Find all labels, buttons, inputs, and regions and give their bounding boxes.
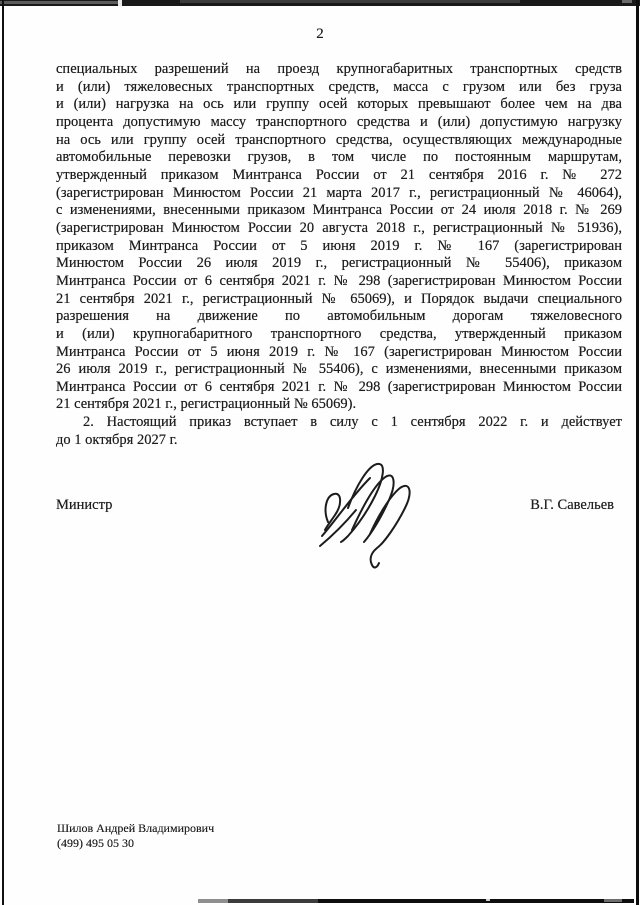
- body-line: разрешения на движение по автомобильным дорогам тяжеловесного: [56, 308, 622, 325]
- scan-edge-top-segment: [622, 0, 632, 3]
- body-line: 21 сентября 2021 г., регистрационный № 65069).: [56, 396, 357, 413]
- body-line: (зарегистрирован Минюстом России 20 августа 2018 г., регистрационный № 51936),: [56, 219, 622, 236]
- body-line: процента допустимую массу транспортного средства и (или) допустимую нагрузку: [56, 113, 622, 130]
- body-line: и (или) крупногабаритного транспортного средства, утвержденный приказом: [56, 325, 622, 342]
- scan-edge-bottom-notch: [486, 899, 490, 901]
- contact-footer: [57, 821, 214, 850]
- body-line: и (или) тяжеловесных транспортных средств, масса с грузом или без груза: [56, 78, 622, 95]
- body-line: специальных разрешений на проезд крупногабаритных транспортных средств: [56, 61, 622, 77]
- signatory-name: В.Г. Савельев: [530, 497, 614, 513]
- scan-edge-bottom-segment: [198, 899, 228, 903]
- document-body: [56, 61, 622, 449]
- body-line: 26 июля 2019 г., регистрационный № 55406), с изменениями, внесенными приказом: [56, 361, 622, 378]
- scan-edge-bottom: [198, 899, 634, 903]
- body-line: (зарегистрирован Минюстом России 21 марта 2017 г., регистрационный № 46064),: [56, 184, 622, 201]
- scan-edge-top-segment: [180, 0, 520, 3]
- body-line: 21 сентября 2021 г., регистрационный № 65069), и Порядок выдачи специального: [56, 290, 622, 307]
- scan-edge-bottom-segment: [228, 899, 318, 903]
- scan-edge-right: [636, 0, 639, 905]
- body-line: автомобильные перевозки грузов, в том числе по постоянным маршрутам,: [56, 149, 622, 166]
- contact-name: Шилов Андрей Владимирович: [57, 821, 215, 835]
- contact-phone: (499) 495 05 30: [57, 835, 134, 850]
- body-line: на ось или группу осей транспортного средства, осуществляющих международные: [56, 131, 622, 148]
- body-line: 2. Настоящий приказ вступает в силу с 1 сентября 2022 г. и действует: [83, 414, 622, 431]
- scan-edge-top-segment: [0, 1, 118, 4]
- handwritten-signature-icon: [318, 458, 422, 574]
- body-line: Минтранса России от 5 июня 2019 г. № 167 (зарегистрирован Минюстом России: [56, 343, 622, 360]
- body-line: до 1 октября 2027 г.: [56, 431, 178, 448]
- scan-edge-left: [2, 0, 4, 905]
- scan-edge-top: [0, 0, 640, 6]
- body-line: Минюстом России 26 июля 2019 г., регистрационный № 55406), приказом: [56, 255, 622, 272]
- body-line: с изменениями, внесенными приказом Минтранса России от 24 июля 2018 г. № 269: [56, 202, 622, 219]
- body-line: утвержденный приказом Минтранса России от 21 сентября 2016 г. № 272: [56, 166, 622, 183]
- signatory-title: Министр: [56, 497, 113, 513]
- page-number: 2: [316, 26, 324, 42]
- body-line: и (или) нагрузка на ось или группу осей которых превышают более чем на два: [56, 96, 622, 113]
- scan-edge-top-notch: [118, 0, 122, 6]
- scan-edge-bottom-segment: [604, 899, 622, 902]
- body-line: Минтранса России от 6 сентября 2021 г. № 298 (зарегистрирован Минюстом России: [56, 378, 622, 395]
- body-line: приказом Минтранса России от 5 июня 2019 г. № 167 (зарегистрирован: [56, 237, 622, 254]
- body-line: Минтранса России от 6 сентября 2021 г. № 298 (зарегистрирован Минюстом России: [56, 272, 622, 289]
